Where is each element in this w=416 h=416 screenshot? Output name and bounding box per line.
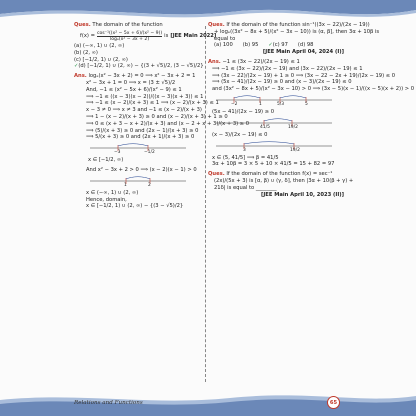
- correct-tick-icon: ✓: [74, 63, 79, 70]
- solution-line: x ∈ (5, 41/5] ⟹ β = 41/5: [212, 154, 279, 161]
- solution-line: ⟹ −1 ≤ ((x − 3)(x − 2))/((x − 3)(x + 3)) ≤ 1: [86, 93, 204, 100]
- number-line-graphic: [214, 141, 334, 153]
- solution-line: ⟹ 5/(x + 3) ≥ 0 and (2x + 1)/(x + 3) ≥ 0: [86, 134, 195, 141]
- number-line-label: 5: [305, 101, 308, 107]
- number-line: [214, 141, 344, 153]
- exam-reference: [JEE Main April 10, 2023 (II)]: [261, 191, 344, 198]
- solution-line: Ans. logₑ(x² − 3x + 2) = 0 ⟹ x² − 3x + 2 = 1: [74, 73, 196, 80]
- solution-line: and (3x² − 8x + 5)/(x² − 3x − 10) > 0 ⟹ (3x − 5)(x − 1)/((x − 5)(x + 2)) > 0: [212, 86, 415, 93]
- solution-line: ⟹ (5)/(x + 3) ≥ 0 and (2x − 1)/(x + 3) ≥ 0: [86, 127, 199, 134]
- bottom-wave-decoration: [0, 390, 416, 416]
- number-line-label: 3: [243, 147, 246, 153]
- function-definition: f(x) = $\frac{\text{cos⁻¹((x² − 5x + 6)/(x² − 9))}}{\text{logₑ(x² − 3x + 2)}}$ is [JEE Main 2022]: [80, 30, 217, 43]
- number-line: [214, 118, 344, 130]
- number-line-label: 5/3: [277, 101, 285, 107]
- number-line: [88, 176, 204, 188]
- option-a: (a) 100: [214, 42, 233, 49]
- number-line-graphic: [88, 143, 188, 155]
- option-c: (c) [−1/2, 1) ∪ (2, ∞): [74, 56, 128, 63]
- exam-reference: [JEE Main April 04, 2024 (I)]: [262, 49, 344, 56]
- number-line-label: 1: [259, 101, 262, 107]
- solution-line: ⟹ 1 − (x − 2)/(x + 3) ≥ 0 and (x − 2)/(x + 3) + 1 ≥ 0: [86, 113, 228, 120]
- question-3-text: (2x)/(5x + 3) is [α, β) ∪ (γ, δ], then |3α + 10(β + γ) +: [214, 177, 354, 184]
- options-row: [208, 42, 344, 49]
- solution-line: ⟹ 0 ≤ (x + 3 − x + 2)/(x + 3) and (x − 2 + x + 3)/(x + 3) ≥ 0: [86, 120, 250, 127]
- solution-line: Ans. −1 ≤ (3x − 22)/(2x − 19) ≤ 1: [208, 58, 300, 65]
- solution-line: ⟹ (5x − 41)/(2x − 19) ≥ 0 and (x − 3)/(2x − 19) ≤ 0: [212, 79, 352, 86]
- option-b: (b) 95: [242, 42, 259, 49]
- number-line-label: −1/2: [144, 150, 155, 156]
- option-a: (a) (−∞, 1) ∪ (2, ∞): [74, 42, 125, 49]
- solution-line: ⟹ (3x − 22)/(2x − 19) + 1 ≥ 0 ⟹ (3x − 22 − 2x + 19)/(2x − 19) ≤ 0: [212, 72, 396, 79]
- chapter-title: Relations and Functions: [74, 400, 143, 406]
- option-b: (b) (2, ∞): [74, 49, 98, 56]
- number-line-label: 2: [148, 182, 151, 188]
- number-line-label: −2: [231, 101, 238, 107]
- option-d: (d) 98: [297, 42, 314, 49]
- number-line-graphic: [214, 118, 334, 130]
- fraction: $\frac{\text{cos⁻¹((x² − 5x + 6)/(x² − 9))}}{\text{logₑ(x² − 3x + 2)}}$: [96, 30, 163, 43]
- number-line-label: 19/2: [288, 124, 298, 130]
- question-2-text: equal to: [214, 35, 236, 42]
- solution-line: (5x − 41)/(2x − 19) ≥ 0: [212, 108, 275, 115]
- page-number: 65: [327, 396, 340, 409]
- number-line-label: 19/2: [290, 147, 300, 153]
- question-3-heading: Ques. If the domain of the function f(x) = sec⁻¹: [208, 171, 333, 178]
- number-line: [214, 95, 344, 107]
- column-divider: [205, 26, 206, 382]
- option-d: ✓(d) [−1/2, 1) ∪ (2, ∞) − {(3 + √5)/2, (3 − √5)/2}: [74, 63, 204, 70]
- question-1-heading: Ques. The domain of the function: [74, 22, 163, 28]
- solution-line: x − 3 ≠ 0 ⟹ x ≠ 3 and −1 ≤ (x − 2)/(x + 3): [86, 107, 202, 114]
- solution-line: ⟹ −1 ≤ (3x − 22)/(2x − 19) and (3x − 22)/(2x − 19) ≤ 1: [212, 65, 363, 72]
- question-2-heading: Ques. If the domain of the function sin⁻¹((3x − 22)/(2x − 19)): [208, 22, 370, 28]
- solution-line: x² − 3x + 1 = 0 ⟹ x = (3 ± √5)/2: [86, 79, 176, 86]
- question-3-text: 21δ| is equal to ________: [214, 184, 277, 191]
- solution-line: Hence, domain,: [86, 196, 127, 203]
- solution-line: x ∈ (−∞, 1) ∪ (2, ∞): [86, 189, 139, 196]
- top-wave-decoration: [0, 0, 416, 22]
- solution-line: And, −1 ≤ (x² − 5x + 6)/(x² − 9) ≤ 1: [86, 86, 182, 93]
- question-2-text: + logₑ((3x² − 8x + 5)/(x² − 3x − 10)) is (α, β], then 3α + 10β is: [214, 28, 380, 35]
- solution-line: 3α + 10β = 3 × 5 + 10 × 41/5 = 15 + 82 = 97: [212, 161, 335, 168]
- right-column: [208, 22, 415, 198]
- number-line-label: 1: [124, 182, 127, 188]
- solution-line: x ∈ [−1/2, ∞): [88, 157, 124, 164]
- exam-reference: [JEE Main 2022]: [170, 33, 217, 40]
- solution-line: (x − 3)/(2x − 19) ≤ 0: [212, 131, 268, 138]
- solution-line: ⟹ −1 ≤ (x − 2)/(x + 3) ≤ 1 ⟹ (x − 2)/(x + 3) ≤ 1: [86, 100, 219, 107]
- solution-line: And x² − 3x + 2 > 0 ⟹ (x − 2)(x − 1) > 0: [86, 166, 197, 173]
- number-line: [88, 143, 204, 155]
- number-line-label: −3: [114, 150, 121, 156]
- correct-tick-icon: ✓: [268, 42, 273, 49]
- solution-line: x ∈ [−1/2, 1) ∪ (2, ∞) − {(3 − √5)/2}: [86, 203, 184, 210]
- option-c: ✓(c) 97: [268, 42, 288, 49]
- number-line-label: 41/5: [260, 124, 270, 130]
- number-line-graphic: [88, 176, 188, 188]
